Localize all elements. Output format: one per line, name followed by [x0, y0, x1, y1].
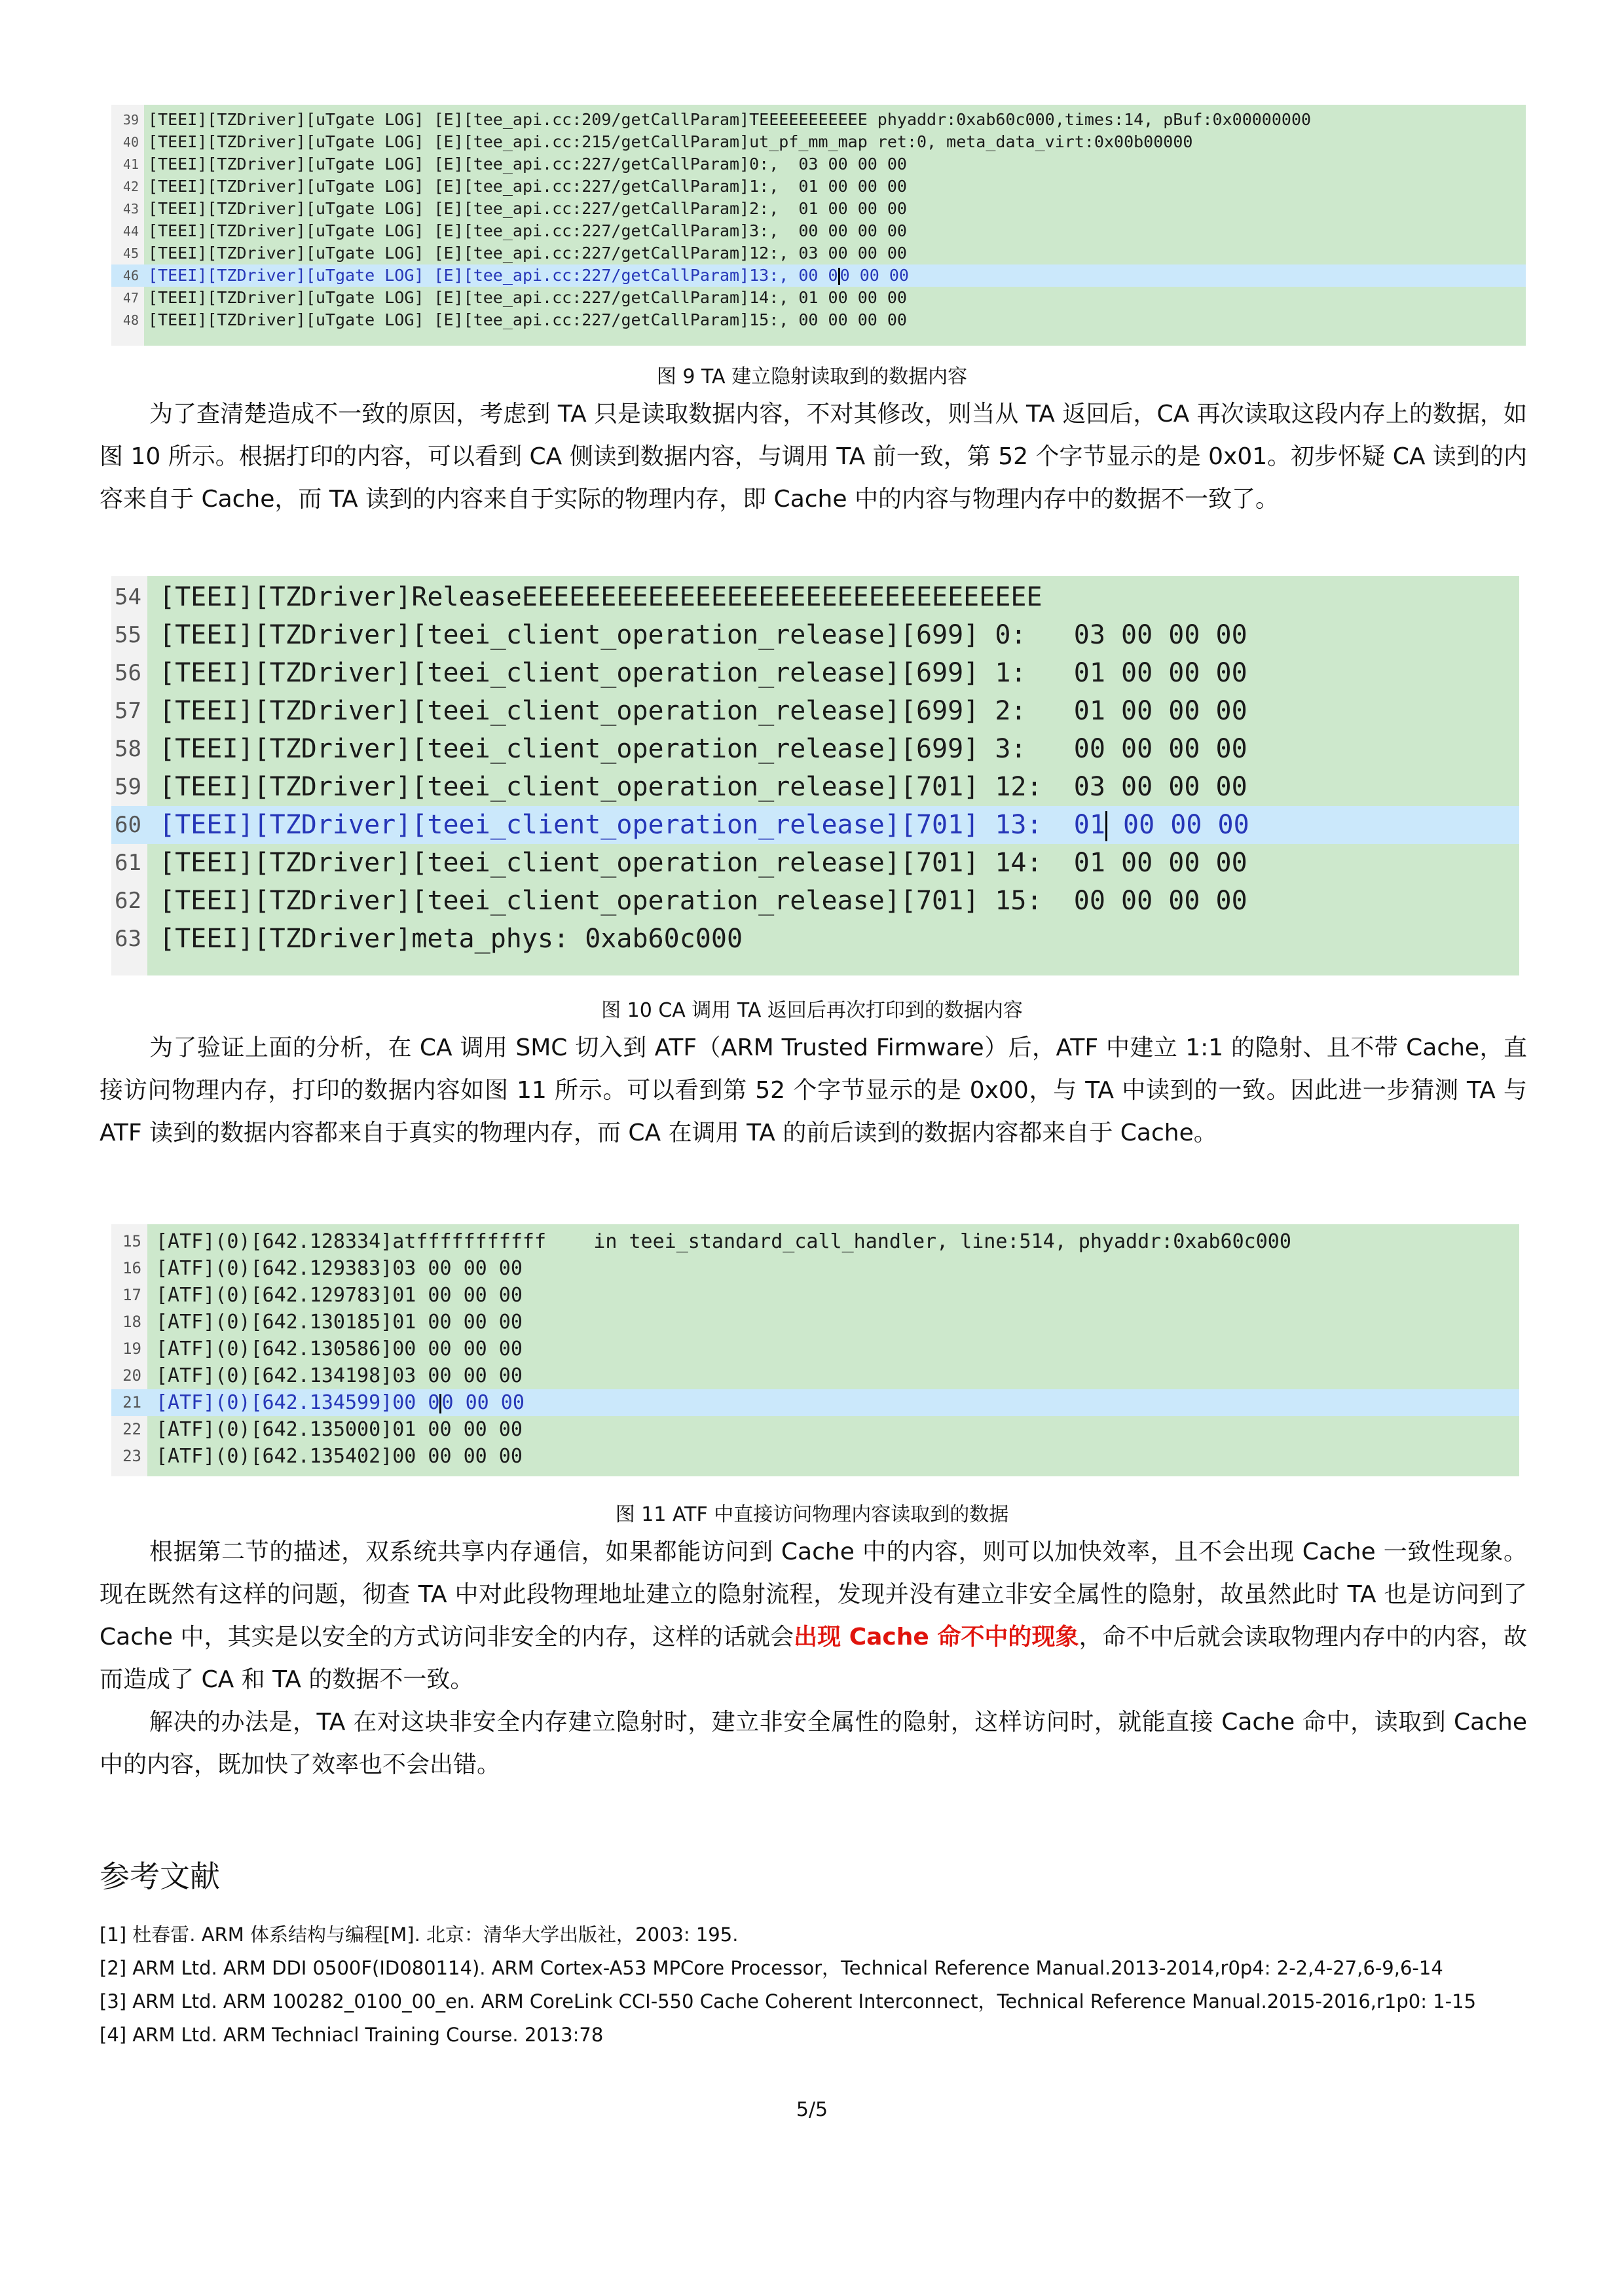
- reference-item: [4] ARM Ltd. ARM Techniacl Training Course. 2013:78: [100, 2024, 604, 2046]
- log-line: 23 [ATF](0)[642.135402]00 00 00 00: [122, 1445, 523, 1468]
- highlighted-log-line: 21 [ATF](0)[642.134599]00 0 0 00 00: [111, 1389, 1519, 1416]
- log-line: 54 [TEEI][TZDriver]ReleaseEEEEEEEEEEEEEEEEEEEEEEEEEEEEEEEEE: [115, 582, 1043, 612]
- log-line: 62 [TEEI][TZDriver][teei_client_operation_release][701] 15: 00 00 00 00: [115, 886, 1247, 916]
- references-heading: 参考文献: [100, 1859, 220, 1894]
- log-line: 47 [TEEI][TZDriver][uTgate LOG] [E][tee_api.cc:227/getCallParam]14:, 01 00 00 00: [122, 288, 907, 307]
- highlighted-log-line: 46 [TEEI][TZDriver][uTgate LOG] [E][tee_api.cc:227/getCallParam]13:, 00 0 0 00 00: [111, 264, 1526, 287]
- log-line: 19 [ATF](0)[642.130586]00 00 00 00: [122, 1338, 523, 1360]
- log-line: 41 [TEEI][TZDriver][uTgate LOG] [E][tee_api.cc:227/getCallParam]0:, 03 00 00 00: [122, 155, 907, 173]
- log-line: 17 [ATF](0)[642.129783]01 00 00 00: [122, 1284, 523, 1307]
- emphasis-text: 出现 Cache 命不中的现象: [794, 1624, 1079, 1650]
- page-number: 5/5: [796, 2098, 828, 2121]
- log-line: 42 [TEEI][TZDriver][uTgate LOG] [E][tee_api.cc:227/getCallParam]1:, 01 00 00 00: [122, 177, 907, 196]
- log-line: 22 [ATF](0)[642.135000]01 00 00 00: [122, 1418, 523, 1441]
- paragraph-3: 根据第二节的描述，双系统共享内存通信，如果都能访问到 Cache 中的内容，则可以加快效率，且不会出现 Cache 一致性现象。现在既然有这样的问题，彻查 TA 中对此段物理地址建立的隐射流程，发现并没有建立非安全属性的隐射，故虽然此时 TA 也是访问到了 Cache 中，其实是以安全的方式访问非安全的内存，这样的话就会出现 Cache 命不中的现象，命不中后就会读取物理内存中的内容，故而造成了 CA 和 TA 的数据不一致。: [100, 1539, 1527, 1693]
- highlighted-log-line: 60 [TEEI][TZDriver][teei_client_operation_release][701] 13: 01 00 00 00: [111, 806, 1519, 844]
- figure-10-log-screenshot: [111, 576, 1519, 975]
- log-line: 63 [TEEI][TZDriver]meta_phys: 0xab60c000: [115, 924, 743, 954]
- reference-item: [3] ARM Ltd. ARM 100282_0100_00_en. ARM CoreLink CCI-550 Cache Coherent Interconnect，Technical Reference Manual.2015-2016,r1p0: 1-15: [100, 1990, 1477, 2013]
- log-line: 43 [TEEI][TZDriver][uTgate LOG] [E][tee_api.cc:227/getCallParam]2:, 01 00 00 00: [122, 199, 907, 218]
- figure-11-log-screenshot: [111, 1224, 1519, 1476]
- figure-9-log-screenshot: [111, 105, 1526, 346]
- log-line: 59 [TEEI][TZDriver][teei_client_operation_release][701] 12: 03 00 00 00: [115, 772, 1247, 802]
- log-line: 61 [TEEI][TZDriver][teei_client_operation_release][701] 14: 01 00 00 00: [115, 848, 1247, 878]
- log-line: 18 [ATF](0)[642.130185]01 00 00 00: [122, 1311, 523, 1334]
- log-line: 55 [TEEI][TZDriver][teei_client_operation_release][699] 0: 03 00 00 00: [115, 620, 1247, 650]
- log-line: 48 [TEEI][TZDriver][uTgate LOG] [E][tee_api.cc:227/getCallParam]15:, 00 00 00 00: [122, 310, 907, 329]
- figure-10-caption: 图 10 CA 调用 TA 返回后再次打印到的数据内容: [601, 999, 1023, 1022]
- reference-item: [2] ARM Ltd. ARM DDI 0500F(ID080114). ARM Cortex-A53 MPCore Processor，Technical Reference Manual.2013-2014,r0p4: 2-2,4-27,6-9,6-14: [100, 1957, 1443, 1979]
- log-line: 20 [ATF](0)[642.134198]03 00 00 00: [122, 1364, 523, 1387]
- log-line: 16 [ATF](0)[642.129383]03 00 00 00: [122, 1257, 523, 1280]
- log-line: 40 [TEEI][TZDriver][uTgate LOG] [E][tee_api.cc:215/getCallParam]ut_pf_mm_map ret:0, meta_data_virt:0x00b00000: [122, 132, 1193, 151]
- log-line: 56 [TEEI][TZDriver][teei_client_operation_release][699] 1: 01 00 00 00: [115, 658, 1247, 688]
- log-line: 15 [ATF](0)[642.128334]atfffffffffff in teei_standard_call_handler, line:514, phyaddr:0xab60c000: [122, 1230, 1291, 1253]
- reference-list: [100, 1918, 1540, 2052]
- paragraph-2: 为了验证上面的分析，在 CA 调用 SMC 切入到 ATF（ARM Trusted Firmware）后，ATF 中建立 1:1 的隐射、且不带 Cache，直接访问物理内存，打印的数据内容如图 11 所示。可以看到第 52 个字节显示的是 0x00，与 TA 中读到的一致。因此进一步猜测 TA 与 ATF 读到的数据内容都来自于真实的物理内存，而 CA 在调用 TA 的前后读到的数据内容都来自于 Cache。: [100, 1034, 1527, 1146]
- log-line: 39 [TEEI][TZDriver][uTgate LOG] [E][tee_api.cc:209/getCallParam]TEEEEEEEEEEE phyaddr:0xab60c000,times:14, pBuf:0x00000000: [122, 110, 1312, 129]
- log-line: 58 [TEEI][TZDriver][teei_client_operation_release][699] 3: 00 00 00 00: [115, 734, 1247, 764]
- log-line: 45 [TEEI][TZDriver][uTgate LOG] [E][tee_api.cc:227/getCallParam]12:, 03 00 00 00: [122, 244, 907, 263]
- reference-item: [1] 杜春雷. ARM 体系结构与编程[M]. 北京：清华大学出版社，2003: 195.: [100, 1923, 739, 1946]
- log-line: 44 [TEEI][TZDriver][uTgate LOG] [E][tee_api.cc:227/getCallParam]3:, 00 00 00 00: [122, 221, 907, 240]
- log-line: 57 [TEEI][TZDriver][teei_client_operation_release][699] 2: 01 00 00 00: [115, 696, 1247, 726]
- paragraph-4: 解决的办法是，TA 在对这块非安全内存建立隐射时，建立非安全属性的隐射，这样访问时，就能直接 Cache 命中，读取到 Cache 中的内容，既加快了效率也不会出错。: [100, 1709, 1527, 1778]
- figure-11-caption: 图 11 ATF 中直接访问物理内容读取到的数据: [615, 1503, 1009, 1526]
- figure-9-caption: 图 9 TA 建立隐射读取到的数据内容: [656, 365, 968, 388]
- paragraph-1: 为了查清楚造成不一致的原因，考虑到 TA 只是读取数据内容，不对其修改，则当从 TA 返回后，CA 再次读取这段内存上的数据，如图 10 所示。根据打印的内容，可以看到 CA 侧读到数据内容，与调用 TA 前一致，第 52 个字节显示的是 0x01。初步怀疑 CA 读到的内容来自于 Cache，而 TA 读到的内容来自于实际的物理内存，即 Cache 中的内容与物理内存中的数据不一致了。: [100, 401, 1527, 513]
